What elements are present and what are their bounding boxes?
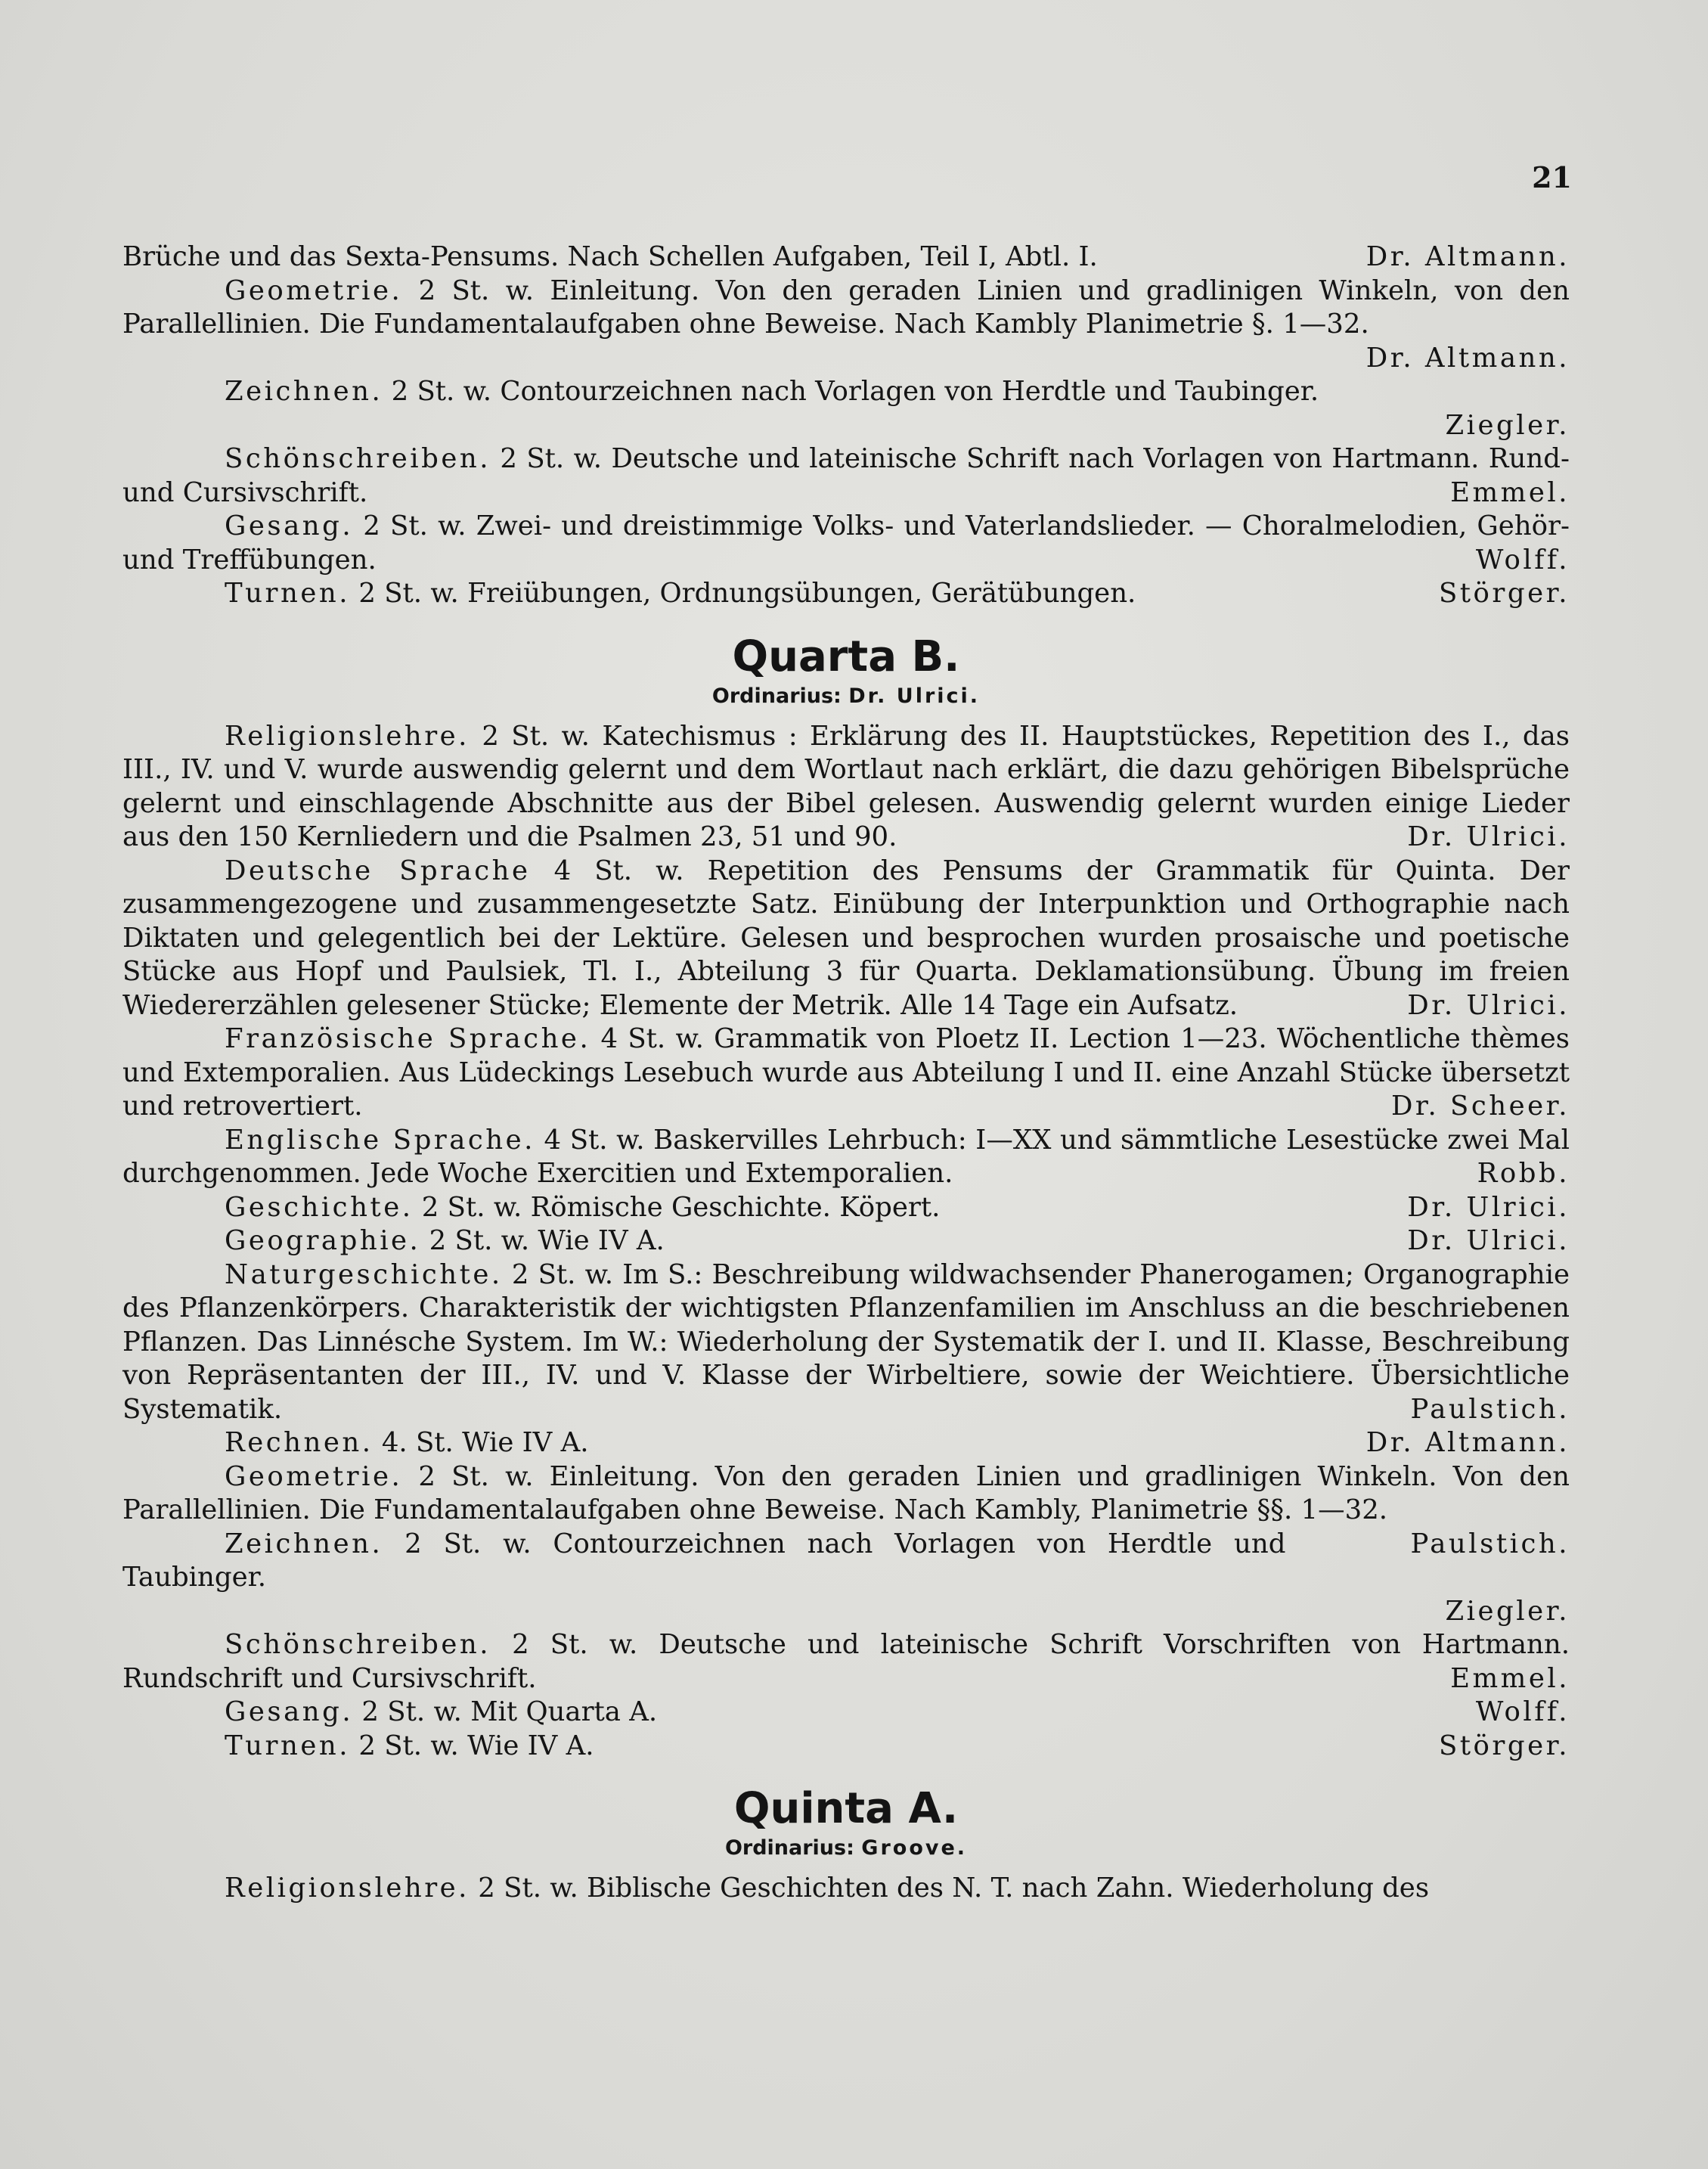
subject-term: Turnen. — [225, 578, 351, 609]
paragraph-naturgeschichte — [122, 1258, 1570, 1427]
ordinarius-line — [122, 1835, 1570, 1861]
paragraph-schoenschreiben-iv — [122, 1628, 1570, 1696]
signature: Paulstich. — [1410, 1393, 1570, 1425]
paragraph-text: 2 St. w. Wie IV A. — [358, 1730, 594, 1761]
paragraph-text: 4 St. w. Repetition des Pensums der Grammatik für Quinta. Der zusammengezogene und zusammengesetzte Satz. Einübung der Interpunktion und Orthographie nach Diktaten und gelegentlich bei der Lektüre. Gelesen und besprochen wurden prosaische und poetische Stücke aus Hopf und Paulsiek, Tl. I., Abteilung 3 für Quarta. Deklamationsübung. Übung im freien Wiedererzählen gelesener Stücke; Elemente der Metrik. Alle 14 Tage ein Aufsatz. — [122, 855, 1570, 1021]
paragraph-text: 2 St. w. Freiübungen, Ordnungsübungen, Gerätübungen. — [358, 578, 1136, 609]
subject-term: Naturgeschichte. — [225, 1258, 503, 1290]
paragraph-text: 2 St. w. Zwei- und dreistimmige Volks- und Vaterlandslieder. — Choralmelodien, Gehör- und Treffübungen. — [122, 510, 1570, 576]
paragraph-schoenschreiben-body — [122, 442, 1570, 510]
subject-term: Geometrie. — [225, 1460, 403, 1492]
paragraph-englische-sprache — [122, 1124, 1570, 1191]
page-number: 21 — [1532, 160, 1572, 194]
paragraph-text: 2 St. w. Biblische Geschichten des N. T. nach Zahn. Wiederholung des — [478, 1873, 1430, 1904]
ordinarius-label: Ordinarius: — [724, 1836, 854, 1860]
paragraph-text: 2 St. w. Wie IV A. — [429, 1225, 665, 1256]
paragraph-geschichte — [122, 1191, 1570, 1225]
signature: Dr. Altmann. — [1365, 342, 1570, 374]
ordinarius-line — [122, 684, 1570, 709]
paragraph-religionslehre — [122, 720, 1570, 855]
paragraph-text: Brüche und das Sexta-Pensums. Nach Schellen Aufgaben, Teil I, Abtl. I. — [122, 241, 1098, 272]
paragraph-deutsche-sprache — [122, 855, 1570, 1023]
subject-term: Zeichnen. — [225, 376, 383, 407]
signature: Dr. Scheer. — [1390, 1091, 1570, 1122]
page-content — [122, 240, 1570, 1906]
ordinarius-name: Dr. Ulrici. — [848, 684, 981, 708]
paragraph-text: 4 St. w. Baskervilles Lehrbuch: I—XX und sämmtliche Lesestücke zwei Mal durchgenommen. Jede Woche Exercitien und Extemporalien. — [122, 1124, 1570, 1189]
signature: Dr. Ulrici. — [1407, 1225, 1570, 1256]
section-heading-quinta-a: Quinta A. — [733, 1784, 959, 1833]
signature: Störger. — [1438, 1730, 1570, 1761]
signature: Emmel. — [1450, 476, 1570, 508]
paragraph-text: 2 St. w. Einleitung. Von den geraden Linien und gradlinigen Winkeln. Von den Parallellinien. Die Fundamentalaufgaben ohne Beweise. Nach Kambly, Planimetrie §§. 1—32. — [122, 1460, 1570, 1525]
subject-term: Englische Sprache. — [225, 1124, 535, 1156]
subject-term: Deutsche Sprache — [225, 855, 531, 886]
subject-term: Schönschreiben. — [225, 443, 491, 474]
paragraph-gesang — [122, 510, 1570, 577]
subject-term: Geographie. — [225, 1225, 421, 1256]
paragraph-text: 2 St. w. Katechismus : Erklärung des II. Hauptstückes, Repetition des I., das III., IV. und V. wurde auswendig gelernt und dem Wortlaut nach erklärt, die dazu gehörigen Bibelsprüche gelernt und einschlagende Abschnitte aus der Bibel gelesen. Auswendig gelernt wurden einige Lieder aus den 150 Kernliedern und die Psalmen 23, 51 und 90. — [122, 720, 1570, 852]
subject-term: Turnen. — [225, 1730, 351, 1761]
signature: Emmel. — [1450, 1662, 1570, 1694]
paragraph-brueche — [122, 240, 1570, 275]
subject-term: Geometrie. — [225, 275, 403, 306]
subject-term: Schönschreiben. — [225, 1629, 491, 1660]
paragraph-rechnen — [122, 1426, 1570, 1460]
paragraph-text: 2 St. w. Contourzeichnen nach Vorlagen von Herdtle und Taubinger. — [391, 376, 1319, 407]
subject-term: Gesang. — [225, 510, 354, 541]
subject-term: Zeichnen. — [225, 1528, 383, 1559]
paragraph-text: 2 St. w. Römische Geschichte. Köpert. — [421, 1191, 941, 1223]
signature: Dr. Ulrici. — [1407, 1191, 1570, 1223]
subject-term: Gesang. — [225, 1696, 354, 1727]
subject-term: Französische Sprache. — [225, 1023, 591, 1054]
subject-term: Rechnen. — [225, 1427, 374, 1458]
paragraph-turnen-iv — [122, 1730, 1570, 1764]
paragraph-religionslehre-v — [122, 1872, 1570, 1906]
paragraph-text: 2 St. w. Deutsche und lateinische Schrift Vorschriften von Hartmann. Rundschrift und Cursivschrift. — [122, 1629, 1570, 1694]
paragraph-text: 2 St. w. Im S.: Beschreibung wildwachsender Phanerogamen; Organographie des Pflanzenkörpers. Charakteristik der wichtigsten Pflanzenfamilien im Anschluss an die beschriebenen Pflanzen. Das Linnésche System. Im W.: Wiederholung der Systematik der I. und II. Klasse, Beschreibung von Repräsentanten der III., IV. und V. Klasse der Wirbeltiere, sowie der Weichtiere. Übersichtliche Systematik. — [122, 1258, 1570, 1425]
paragraph-text: 4 St. w. Grammatik von Ploetz II. Lection 1—23. Wöchentliche thèmes und Extemporalien. Aus Lüdeckings Lesebuch wurde aus Abteilung I und II. eine Anzahl Stücke übersetzt und retrovertiert. — [122, 1023, 1570, 1122]
ordinarius-name: Groove. — [861, 1836, 968, 1860]
subject-term: Religionslehre. — [225, 1873, 470, 1904]
signature: Dr. Altmann. — [1365, 241, 1570, 272]
paragraph-text: 2 St. w. Einleitung. Von den geraden Linien und gradlinigen Winkeln, von den Parallellinien. Die Fundamentalaufgaben ohne Beweise. Nach Kambly Planimetrie §. 1—32. — [122, 275, 1570, 340]
paragraph-zeichnen — [122, 375, 1570, 409]
subject-term: Geschichte. — [225, 1191, 414, 1223]
signature: Störger. — [1438, 578, 1570, 609]
ordinarius-label: Ordinarius: — [711, 684, 842, 708]
paragraph-text: 2 St. w. Mit Quarta A. — [361, 1696, 658, 1727]
paragraph-turnen — [122, 577, 1570, 611]
signature: Ziegler. — [1445, 409, 1570, 441]
paragraph-text: 2 St. w. Contourzeichnen nach Vorlagen von Herdtle und Taubinger. — [122, 1528, 1286, 1593]
paragraph-geographie — [122, 1224, 1570, 1258]
paragraph-gesang-iv — [122, 1696, 1570, 1730]
signature: Robb. — [1477, 1158, 1570, 1189]
signature: Dr. Altmann. — [1365, 1427, 1570, 1458]
section-heading-quarta-b: Quarta B. — [732, 631, 960, 681]
paragraph-geometrie — [122, 275, 1570, 342]
signature: Dr. Ulrici. — [1407, 989, 1570, 1021]
signature: Wolff. — [1475, 1696, 1570, 1727]
paragraph-text: 2 St. w. Deutsche und lateinische Schrift nach Vorlagen von Hartmann. Rund- und Cursivschrift. — [122, 443, 1570, 508]
signature: Ziegler. — [1445, 1595, 1570, 1627]
signature: Paulstich. — [1410, 1528, 1570, 1559]
paragraph-text: 4. St. Wie IV A. — [381, 1427, 589, 1458]
signature: Dr. Ulrici. — [1407, 821, 1570, 852]
signature: Wolff. — [1475, 544, 1570, 576]
subject-term: Religionslehre. — [225, 720, 470, 752]
paragraph-franzoesische-sprache — [122, 1022, 1570, 1124]
